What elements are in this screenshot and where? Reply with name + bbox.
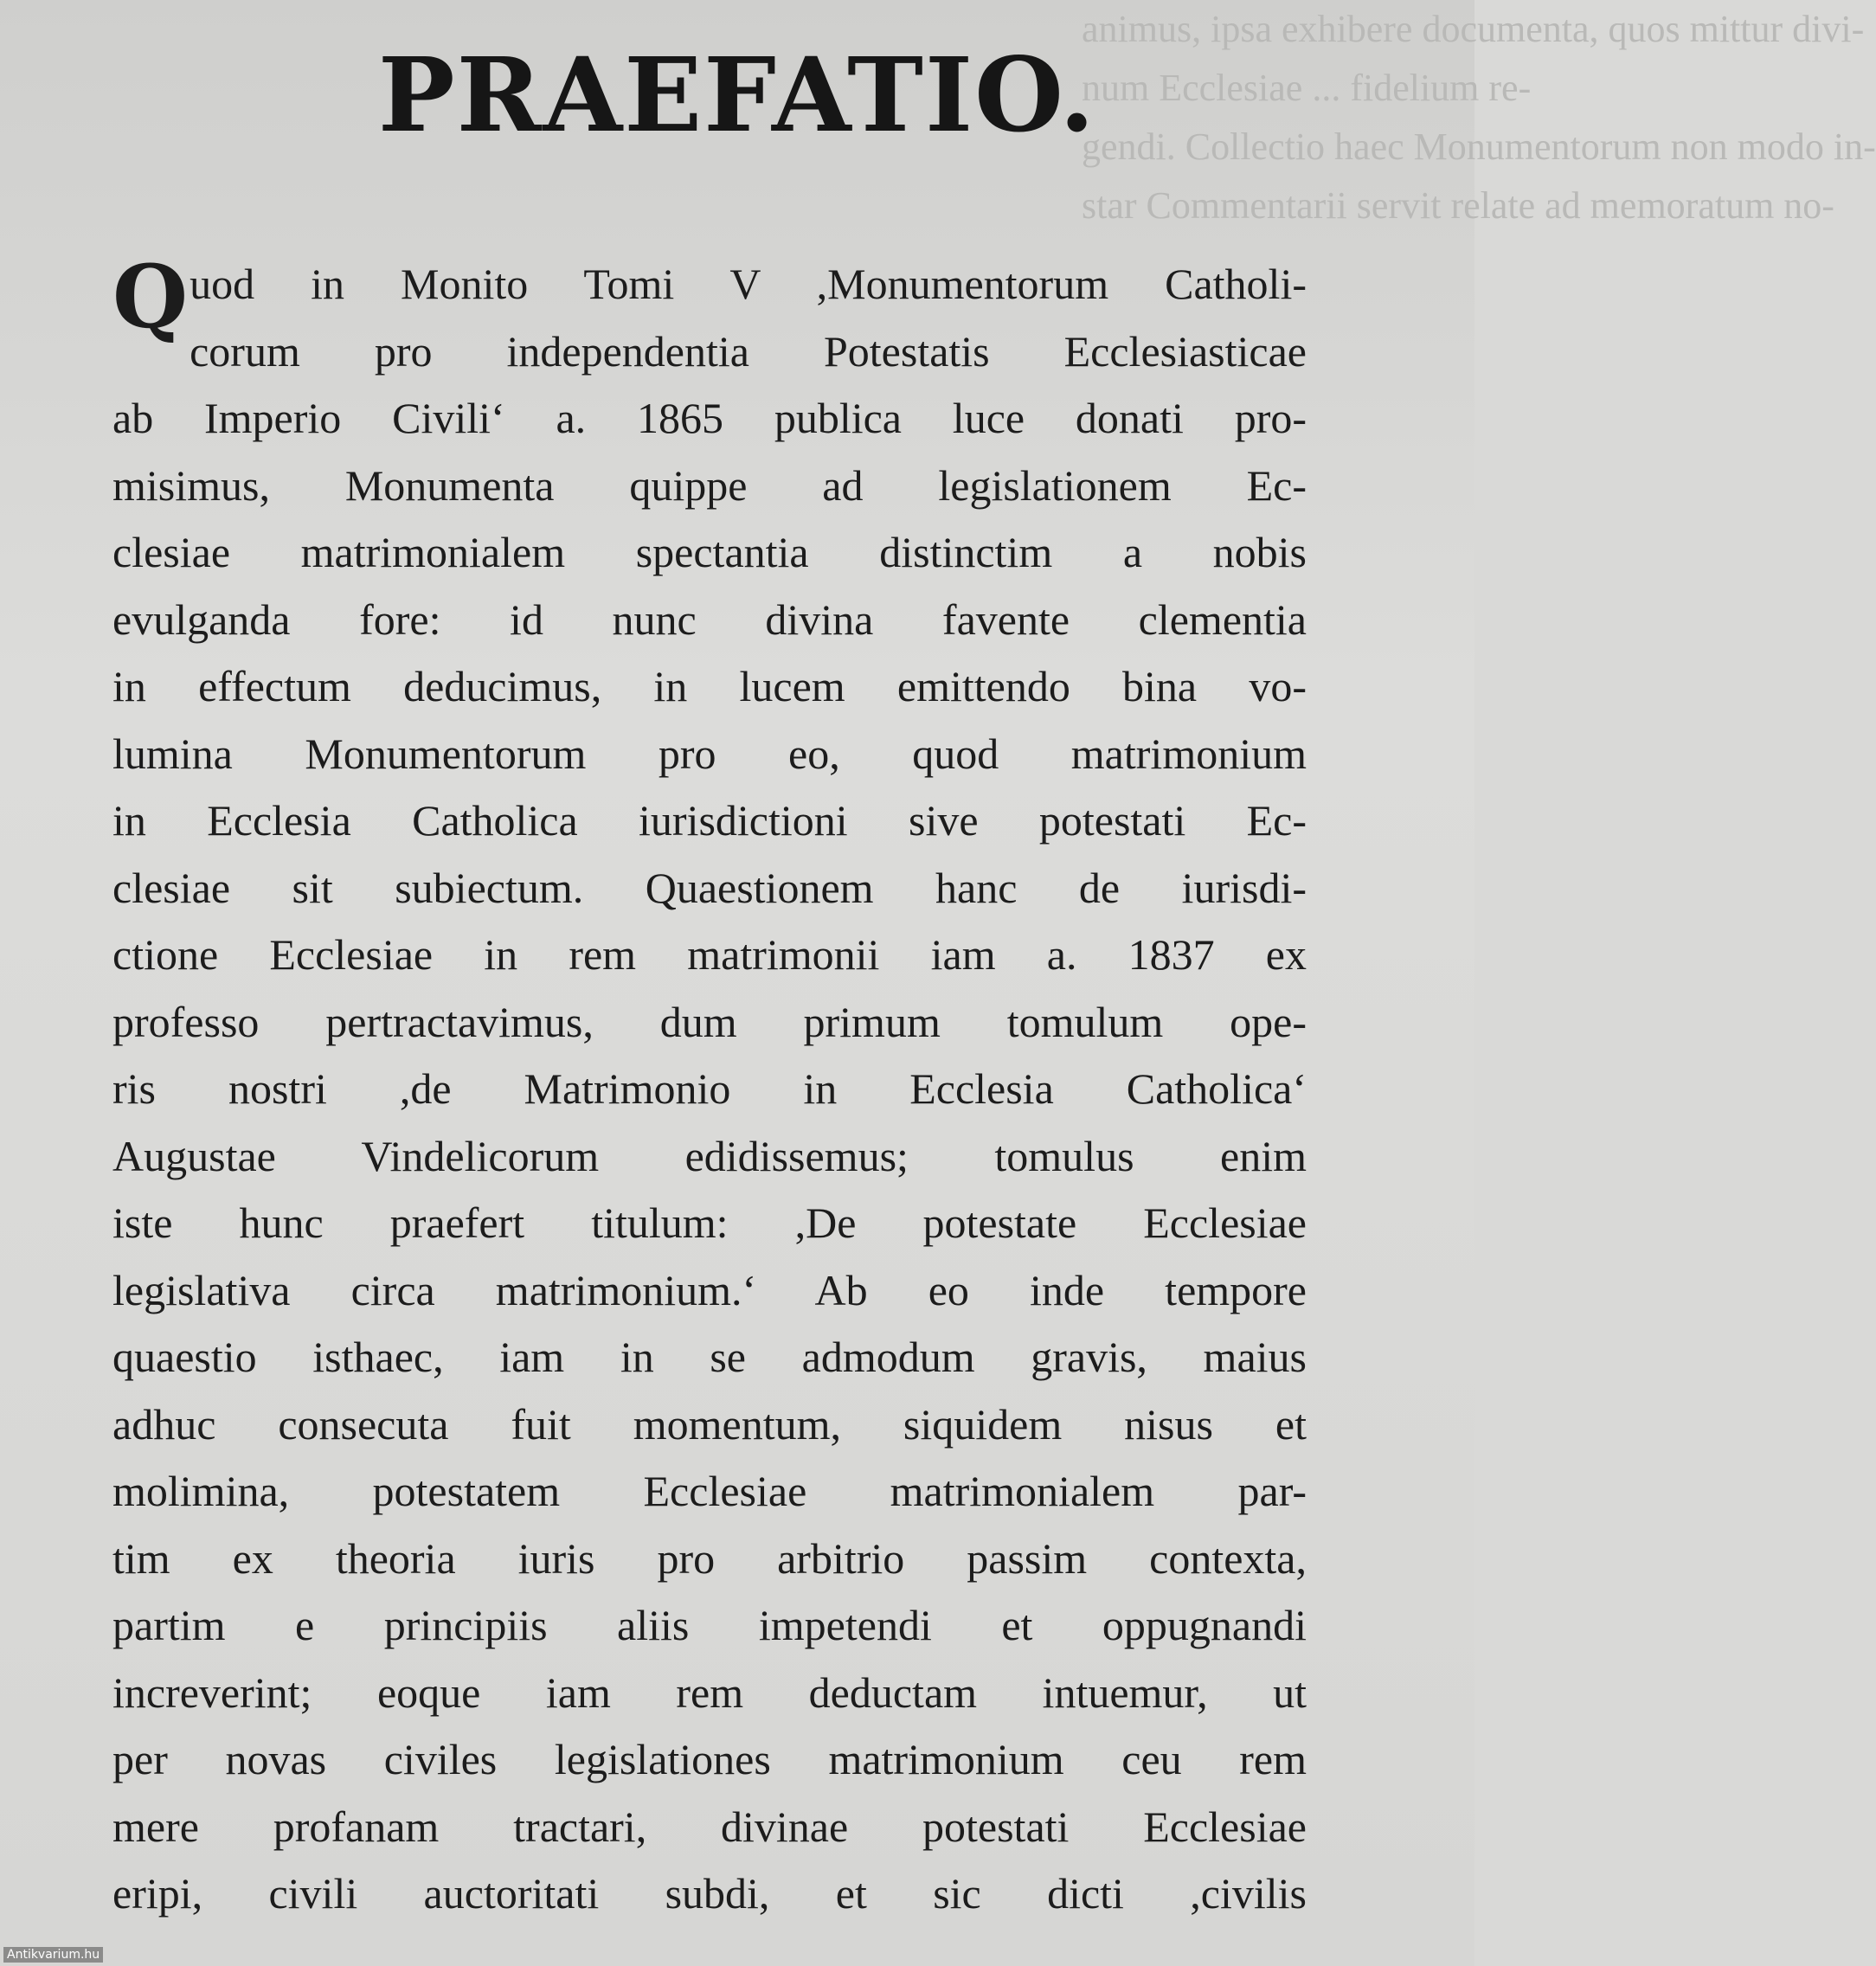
text-line: uod in Monito Tomi V ,Monumentorum Catholi- xyxy=(190,260,1307,308)
text-line: molimina, potestatem Ecclesiae matrimonialem par- xyxy=(112,1467,1307,1515)
text-line: ris nostri ,de Matrimonio in Ecclesia Catholica‘ xyxy=(112,1064,1307,1113)
text-line: evulganda fore: id nunc divina favente clementia xyxy=(112,594,1307,644)
text-line: ctione Ecclesiae in rem matrimonii iam a. 1837 ex xyxy=(112,930,1307,979)
preface-body xyxy=(112,246,1307,1928)
text-line: increverint; eoque iam rem deductam intuemur, ut xyxy=(112,1667,1307,1717)
text-line: per novas civiles legislationes matrimonium ceu rem xyxy=(112,1735,1307,1783)
text-line: eripi, civili auctoritati subdi, et sic dicti ,civilis xyxy=(112,1869,1307,1918)
text-line: corum pro independentia Potestatis Ecclesiasticae xyxy=(190,326,1307,376)
text-line: in effectum deducimus, in lucem emittendo bina vo- xyxy=(112,662,1307,710)
text-line: misimus, Monumenta quippe ad legislationem Ec- xyxy=(112,460,1307,510)
drop-cap: Q xyxy=(112,246,189,348)
text-line: quaestio isthaec, iam in se admodum gravis, maius xyxy=(112,1333,1307,1381)
text-line: clesiae matrimonialem spectantia distinctim a nobis xyxy=(112,528,1307,576)
text-line: iste hunc praefert titulum: ,De potestate Ecclesiae xyxy=(112,1198,1307,1247)
bleed-through-text: animus, ipsa exhibere documenta, quos mittur divi- num Ecclesiae ... fidelium re- gendi. Collectio haec Monumentorum non modo in- star Commentarii servit relate ad memoratum no- xyxy=(1082,8,1876,227)
text-line: professo pertractavimus, dum primum tomulum ope- xyxy=(112,997,1307,1046)
text-line: mere profanam tractari, divinae potestati Ecclesiae xyxy=(112,1802,1307,1851)
text-line: clesiae sit subiectum. Quaestionem hanc de iurisdi- xyxy=(112,863,1307,912)
page-title: PRAEFATIO. xyxy=(377,35,1097,155)
text-line: in Ecclesia Catholica iurisdictioni sive potestati Ec- xyxy=(112,796,1307,845)
watermark-label: Antikvarium.hu xyxy=(3,1947,103,1963)
text-line: ab Imperio Civili‘ a. 1865 publica luce donati pro- xyxy=(112,394,1307,442)
text-line: lumina Monumentorum pro eo, quod matrimonium xyxy=(112,729,1307,778)
text-line: adhuc consecuta fuit momentum, siquidem nisus et xyxy=(112,1399,1307,1449)
text-line: tim ex theoria iuris pro arbitrio passim contexta, xyxy=(112,1533,1307,1583)
text-line: Augustae Vindelicorum edidissemus; tomulus enim xyxy=(112,1131,1307,1180)
text-line: legislativa circa matrimonium.‘ Ab eo inde tempore xyxy=(112,1265,1307,1314)
text-line: partim e principiis aliis impetendi et oppugnandi xyxy=(112,1601,1307,1649)
